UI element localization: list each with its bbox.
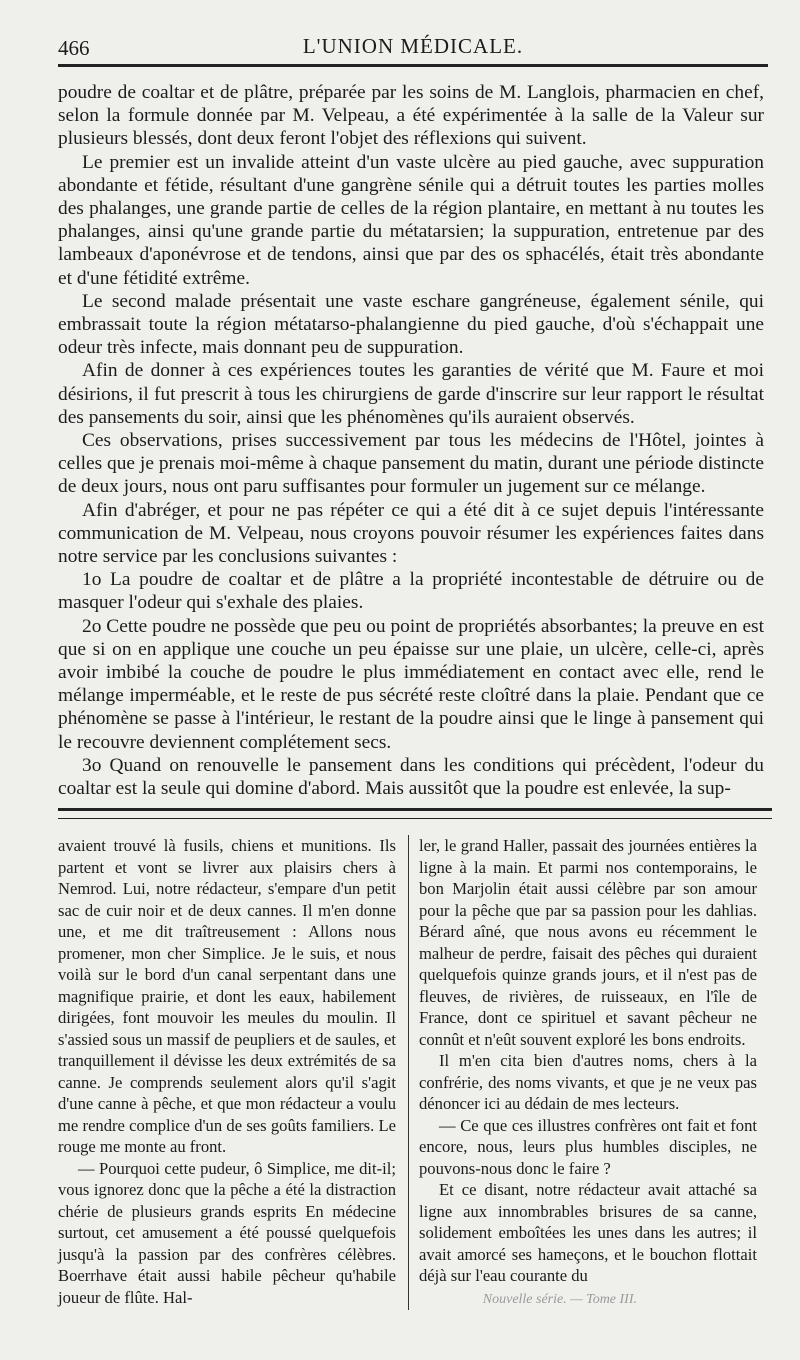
feuilleton-paragraph: ler, le grand Haller, passait des journées entières la ligne à la main. Et parmi nos contemporains, le bon Marjolin était aussi célèbre par son amour pour la pêche que par sa passion pour les dahlias. Bérard aîné, que nous avons eu récemment le malheur de perdre, faisait des pêches qui duraient quelquefois quinze grands jours, et il n'est pas de fleuves, de rivières, de ruisseaux, en l'île de France, dont ce spirituel et savant pêcheur ne connût et n'eût souvent exploré les bons endroits.	[419, 836, 757, 1049]
series-footer: Nouvelle série. — Tome III.	[482, 1291, 637, 1307]
conclusion-item: 1o La poudre de coaltar et de plâtre a la propriété incontestable de détruire ou de masquer l'odeur qui s'exhale des plaies.	[58, 569, 764, 614]
article-paragraph: Afin d'abréger, et pour ne pas répéter ce qui a été dit à ce sujet depuis l'intéressante communication de M. Velpeau, nous croyons pouvoir résumer les expériences faites dans notre service par les conclusions suivantes :	[58, 499, 764, 568]
feuilleton-paragraph: — Pourquoi cette pudeur, ô Simplice, me dit-il; vous ignorez donc que la pêche a été la distraction chérie de plusieurs grands esprits En médecine surtout, cet amusement a été poussé quelquefois jusqu'à la passion par des confrères célèbres. Boerrhave était aussi habile pêcheur qu'habile joueur de flûte. Hal-	[58, 1158, 396, 1307]
article-paragraph: Le second malade présentait une vaste eschare gangréneuse, également sénile, qui embrassait toute la région métatarso-phalangienne du pied gauche, d'où s'échappait une odeur très infecte, mais donnant peu de suppuration.	[58, 290, 764, 359]
feuilleton-right-column	[419, 835, 757, 1310]
conclusion-item: 2o Cette poudre ne possède que peu ou point de propriétés absorbantes; la preuve en est que si on en applique une couche un peu épaisse sur une plaie, un ulcère, celle-ci, après avoir imbibé la couche de poudre le plus immédiatement en contact avec elle, rend le mélange imperméable, et le reste de pus sécrété reste cloîtré dans la plaie. Pendant que ce phénomène se passe à l'intérieur, le restant de la poudre ainsi que le linge à pansement qui le recouvre deviennent complétement secs.	[58, 615, 764, 753]
feuilleton	[58, 835, 764, 1310]
conclusion-item: 3o Quand on renouvelle le pansement dans les conditions qui précèdent, l'odeur du coaltar est la seule qui domine d'abord. Mais aussitôt que la poudre est enlevée, la sup-	[58, 754, 764, 800]
feuilleton-paragraph: avaient trouvé là fusils, chiens et munitions. Ils partent et vont se livrer aux plaisirs chers à Nemrod. Lui, notre rédacteur, s'empare d'un petit sac de cuir noir et de deux cannes. Il m'en donne une, et me dit traîtreusement : Allons nous promener, mon cher Simplice. Je le suis, et nous voilà sur le bord d'un canal serpentant dans une magnifique prairie, et dont les eaux, habilement dirigées, font mouvoir les meules du moulin. Il s'assied sous un massif de peupliers et de saules, et tranquillement il dévisse les deux extrémités de sa canne. Je comprends seulement alors qu'il s'agit d'une canne à pêche, et que mon rédacteur a voulu me rendre complice d'un de ses goûts familiers. Le rouge me monte au front.	[58, 836, 396, 1157]
feuilleton-separator	[58, 808, 772, 819]
journal-title: L'UNION MÉDICALE.	[302, 34, 524, 58]
feuilleton-paragraph: — Ce que ces illustres confrères ont fait et font encore, nous, leurs plus humbles disciples, ne pouvons-nous donc le faire ?	[419, 1115, 757, 1178]
feuilleton-left-column	[58, 835, 396, 1310]
page-number: 466	[58, 36, 90, 60]
column-rule	[408, 835, 409, 1310]
article-paragraph: Ces observations, prises successivement par tous les médecins de l'Hôtel, jointes à celles que je prenais moi-même à chaque pansement du matin, durant une période distincte de deux jours, nous ont paru suffisantes pour formuler un jugement sur ce mélange.	[58, 430, 764, 498]
article-paragraph: poudre de coaltar et de plâtre, préparée par les soins de M. Langlois, pharmacien en chef, selon la formule donnée par M. Velpeau, a été expérimentée à la salle de la Valeur sur plusieurs blessés, dont deux feront l'objet des réflexions qui suivent.	[58, 82, 764, 150]
running-head	[58, 24, 768, 67]
feuilleton-paragraph: Et ce disant, notre rédacteur avait attaché sa ligne aux innombrables brisures de sa canne, solidement emboîtées les unes dans les autres; il avait amorcé ses hameçons, et le bouchon flottait déjà sur l'eau courante du	[419, 1180, 757, 1286]
article-paragraph: Le premier est un invalide atteint d'un vaste ulcère au pied gauche, avec suppuration abondante et fétide, résultant d'une gangrène sénile qui a détruit toutes les parties molles des phalanges, une grande partie de celles de la région plantaire, en mettant à nu toutes les phalanges, ainsi qu'une grande partie du métatarsien; la suppuration, entretenue par des lambeaux d'aponévrose et de tendons, ainsi que par des os sphacélés, était très abondante et d'une fétidité extrême.	[58, 151, 764, 289]
feuilleton-paragraph: Il m'en cita bien d'autres noms, chers à la confrérie, des noms vivants, et que je ne veux pas dénoncer ici au dédain de mes lecteurs.	[419, 1051, 757, 1114]
article-body	[58, 81, 764, 800]
article-paragraph: Afin de donner à ces expériences toutes les garanties de vérité que M. Faure et moi désirions, il fut prescrit à tous les chirurgiens de garde d'inscrire sur leur rapport le résultat des pansements du soir, ainsi que les phénomènes qu'ils auraient observés.	[58, 360, 764, 428]
